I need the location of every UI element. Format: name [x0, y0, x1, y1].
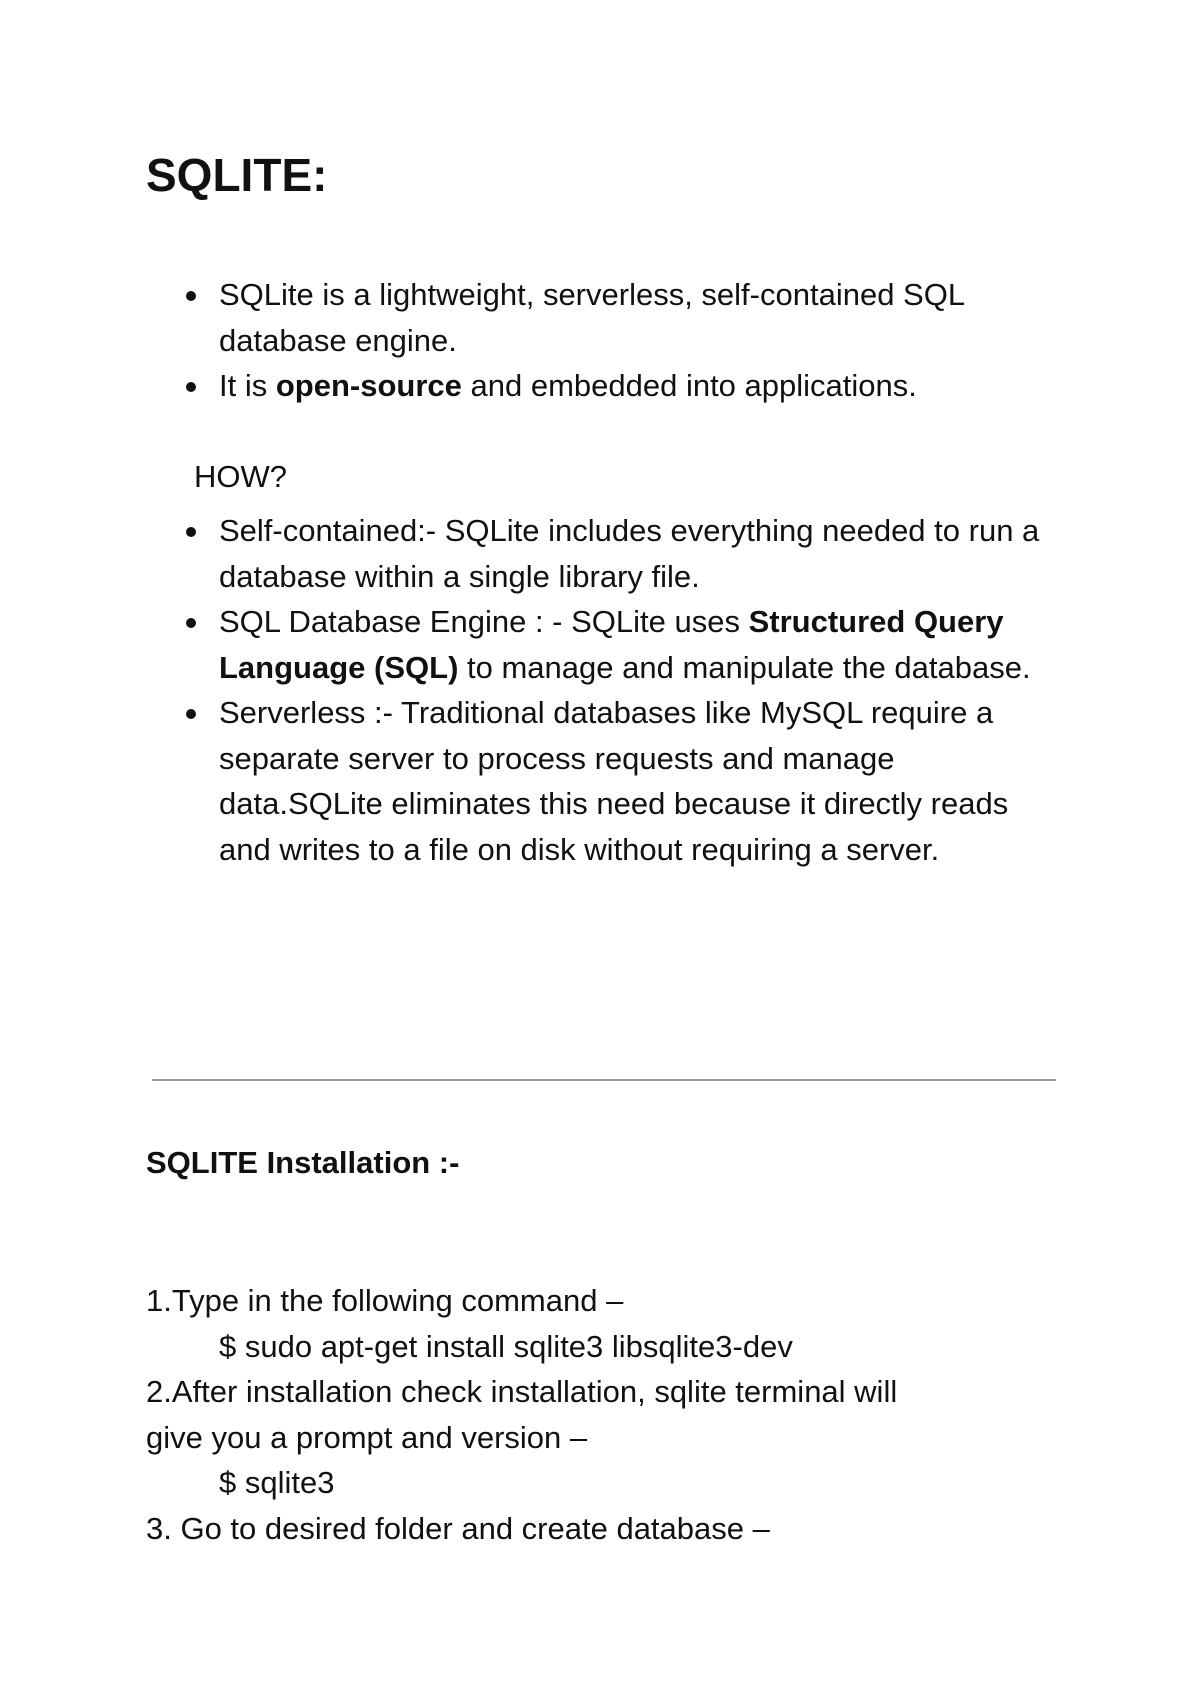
how-bullet-list [146, 508, 1066, 872]
bullet-text: It is open-source and embedded into applications. [219, 368, 917, 403]
how-label: HOW? [194, 459, 287, 494]
bullet-icon [186, 382, 196, 392]
bullet-icon [186, 709, 196, 719]
list-item [146, 363, 1066, 409]
list-item [146, 272, 1066, 363]
step-1-command: $ sudo apt-get install sqlite3 libsqlite3-dev [219, 1328, 793, 1364]
bullet-text: SQL Database Engine : - SQLite uses Structured Query Language (SQL) to manage and manipulate the database. [219, 604, 1031, 685]
bullet-text: Serverless :- Traditional databases like MySQL require a separate server to process requests and manage data.SQLite eliminates this need because it directly reads and writes to a file on disk without requiring a server. [219, 695, 1009, 867]
list-item [146, 599, 1066, 690]
step-3-text: 3. Go to desired folder and create database – [146, 1510, 770, 1546]
step-2-text-line-1: 2.After installation check installation, sqlite terminal will [146, 1374, 898, 1409]
installation-steps [146, 1278, 1066, 1551]
bullet-text: Self-contained:- SQLite includes everything needed to run a database within a single library file. [219, 513, 1040, 594]
step-2-text-line-2: give you a prompt and version – [146, 1419, 588, 1455]
horizontal-divider [152, 1079, 1056, 1081]
step-1-text: 1.Type in the following command – [146, 1283, 624, 1318]
bullet-icon [186, 291, 196, 301]
list-item [146, 508, 1066, 599]
list-item [146, 690, 1066, 872]
installation-heading: SQLITE Installation :- [146, 1145, 460, 1180]
intro-bullet-list [146, 272, 1066, 409]
step-2-command: $ sqlite3 [219, 1465, 335, 1500]
bullet-text: SQLite is a lightweight, serverless, self-contained SQL database engine. [219, 277, 964, 358]
page-title: SQLITE: [146, 149, 328, 201]
bullet-icon [186, 527, 196, 537]
bullet-icon [186, 618, 196, 628]
